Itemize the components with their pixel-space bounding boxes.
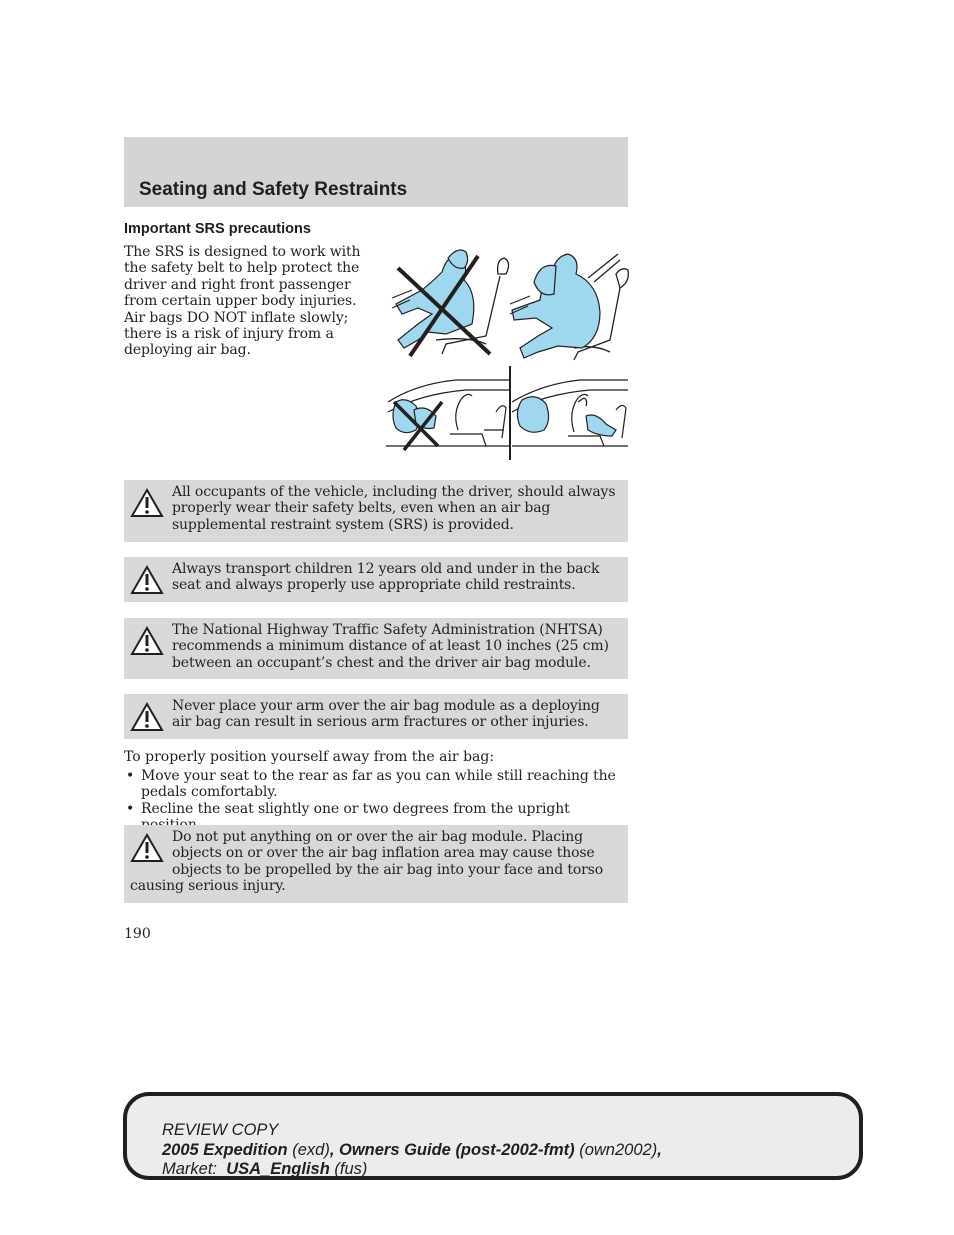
positioning-list [124, 768, 628, 834]
footer-market-code: (fus) [334, 1160, 368, 1178]
occupant-too-close-illustration [388, 244, 516, 360]
positioning-intro: To properly position yourself away from the air bag: [124, 749, 495, 765]
warning-triangle-icon [130, 702, 164, 732]
warning-box-nhtsa [124, 618, 628, 679]
warning-triangle-icon [130, 565, 164, 595]
review-copy-footer [123, 1092, 863, 1180]
footer-guide-code: (own2002) [579, 1140, 658, 1159]
section-header-band [124, 137, 628, 207]
footer-guide: , Owners Guide (post-2002-fmt) [329, 1140, 575, 1159]
list-item: • Recline the seat slightly one or two degrees from the upright [124, 801, 628, 834]
warning-box-children [124, 557, 628, 602]
warning-box-objects [124, 825, 628, 903]
illustration-divider [509, 366, 511, 460]
footer-market: USA_English [226, 1160, 330, 1178]
occupant-correct-position-illustration [508, 248, 632, 362]
section-title: Seating and Safety Restraints [139, 179, 408, 200]
warning-triangle-icon [130, 833, 164, 863]
warning-box-seatbelts [124, 480, 628, 542]
warning-box-arm [124, 694, 628, 739]
warning-text: All occupants of the vehicle, including the driver, should always properly wear their safety belts, even when an air bag supplemental restraint system (SRS) is provided. [172, 484, 616, 533]
warning-text: The National Highway Traffic Safety Administration (NHTSA) recommends a minimum distance of at least 10 inches (25 cm) between an occupant’s chest and the driver air bag module. [172, 622, 609, 671]
footer-review-label: REVIEW COPY [162, 1121, 279, 1139]
footer-document-line [162, 1141, 859, 1161]
warning-triangle-icon [130, 626, 164, 656]
child-front-seat-illustration [386, 372, 510, 452]
page-number: 190 [124, 926, 151, 942]
warning-text: Do not put anything on or over the air bag module. Placing objects on or over the air bag inflation area may cause those objects to be propelled by the air bag into your face and torso causing serious injury. [130, 829, 603, 895]
intro-paragraph: The SRS is designed to work with the safety belt to help protect the driver and right front passenger from certain upper body injuries. Air bags DO NOT inflate slowly; there is a risk of injury from a deploying air bag. [124, 244, 361, 359]
footer-model-code: (exd) [292, 1140, 330, 1159]
subheading: Important SRS precautions [124, 221, 311, 237]
footer-market-line [162, 1160, 859, 1180]
warning-text: Always transport children 12 years old and under in the back seat and always properly use appropriate child restraints. [172, 561, 600, 594]
footer-comma: , [657, 1140, 662, 1159]
footer-market-label: Market: [162, 1160, 218, 1178]
footer-model: 2005 Expedition [162, 1140, 288, 1159]
list-item: • Move your seat to the rear as far as you can while still reaching the pedals comfortably. [124, 768, 628, 801]
warning-text: Never place your arm over the air bag module as a deploying air bag can result in serious arm fractures or other injuries. [172, 698, 600, 731]
warning-triangle-icon [130, 488, 164, 518]
child-rear-seat-illustration [512, 372, 630, 452]
